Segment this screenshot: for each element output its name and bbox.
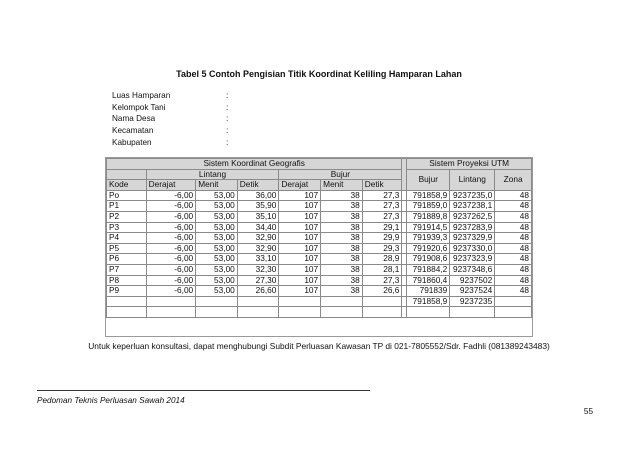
table-cell: 9237262,5 (450, 211, 495, 222)
table-cell: 791889,8 (407, 211, 450, 222)
table-row (107, 222, 532, 233)
table-cell: 48 (495, 201, 532, 212)
kode-cell: P3 (107, 222, 147, 233)
table-cell: 38 (321, 190, 363, 201)
header-utm: Sistem Proyeksi UTM (407, 159, 532, 170)
table-cell (495, 307, 532, 318)
col-bujur-utm: Bujur (407, 169, 450, 190)
table-cell: 32,90 (237, 243, 279, 254)
col-menit-bujur: Menit (321, 180, 363, 191)
table-row (107, 286, 532, 297)
kode-cell: Po (107, 190, 147, 201)
info-colon: : (226, 114, 229, 124)
table-row (107, 275, 532, 286)
table-row (107, 211, 532, 222)
table-cell (362, 307, 402, 318)
table-cell: 53,00 (196, 254, 238, 265)
table-cell: 32,30 (237, 264, 279, 275)
info-colon: : (226, 102, 229, 112)
header-bujur: Bujur (279, 169, 402, 180)
table-cell (450, 307, 495, 318)
kode-cell: P7 (107, 264, 147, 275)
table-cell: 38 (321, 275, 363, 286)
table-cell: 791939,3 (407, 233, 450, 244)
table-cell: 53,00 (196, 201, 238, 212)
table-cell: 38 (321, 233, 363, 244)
info-colon: : (226, 91, 229, 101)
info-row (112, 102, 236, 114)
table-cell: -6,00 (146, 222, 196, 233)
info-label: Kabupaten (112, 137, 152, 147)
table-cell: 27,3 (362, 211, 402, 222)
table-cell (362, 296, 402, 307)
table-cell: 107 (279, 201, 321, 212)
table-row (107, 296, 532, 307)
table-cell: 107 (279, 190, 321, 201)
table-cell: 53,00 (196, 222, 238, 233)
table-cell: 53,00 (196, 190, 238, 201)
table-row (107, 201, 532, 212)
table-cell: 48 (495, 275, 532, 286)
table-row (107, 264, 532, 275)
table-cell: -6,00 (146, 201, 196, 212)
col-lintang-utm: Lintang (450, 169, 495, 190)
info-row (112, 136, 236, 148)
table-cell: 9237238,1 (450, 201, 495, 212)
table-cell (321, 307, 363, 318)
table-cell: 48 (495, 222, 532, 233)
header-lintang: Lintang (146, 169, 279, 180)
header-empty (107, 169, 147, 180)
col-detik: Detik (237, 180, 279, 191)
table-cell: 48 (495, 211, 532, 222)
table-cell: 38 (321, 264, 363, 275)
table-cell: 107 (279, 211, 321, 222)
table-cell: 9237524 (450, 286, 495, 297)
table-cell (237, 296, 279, 307)
table-cell: 38 (321, 286, 363, 297)
table-cell (237, 307, 279, 318)
table-cell (407, 307, 450, 318)
table-cell: 107 (279, 243, 321, 254)
kode-cell: P9 (107, 286, 147, 297)
table-cell: 27,30 (237, 275, 279, 286)
info-label: Nama Desa (112, 114, 156, 124)
info-label: Kecamatan (112, 126, 154, 136)
table-cell: 48 (495, 254, 532, 265)
table-cell: 29,1 (362, 222, 402, 233)
kode-cell: P2 (107, 211, 147, 222)
kode-cell: P8 (107, 275, 147, 286)
table-cell: 28,9 (362, 254, 402, 265)
table-cell: 9237348,6 (450, 264, 495, 275)
kode-cell (107, 296, 147, 307)
info-colon: : (226, 137, 229, 147)
table-cell: 791858,9 (407, 190, 450, 201)
table-cell: 38 (321, 201, 363, 212)
table-cell: 38 (321, 243, 363, 254)
col-derajat-bujur: Derajat (279, 180, 321, 191)
info-row (112, 125, 236, 137)
table-title: Tabel 5 Contoh Pengisian Titik Koordinat Keliling Hamparan Lahan (176, 69, 462, 79)
table-cell: 27,3 (362, 275, 402, 286)
table-cell: 9237235,0 (450, 190, 495, 201)
table-cell (146, 307, 196, 318)
table-cell: 791914,5 (407, 222, 450, 233)
col-detik-bujur: Detik (362, 180, 402, 191)
table-cell: 36,00 (237, 190, 279, 201)
table-cell: 107 (279, 264, 321, 275)
table-cell: 27,3 (362, 190, 402, 201)
table-cell: 107 (279, 254, 321, 265)
table-cell (196, 296, 238, 307)
table-cell (279, 307, 321, 318)
table-cell (196, 307, 238, 318)
table-cell: 27,3 (362, 201, 402, 212)
footer-divider (37, 390, 370, 391)
kode-cell: P5 (107, 243, 147, 254)
table-cell: -6,00 (146, 211, 196, 222)
col-kode: Kode (107, 180, 147, 191)
table-cell: 53,00 (196, 286, 238, 297)
table-cell: 791860,4 (407, 275, 450, 286)
table-cell: 32,90 (237, 233, 279, 244)
table-cell: -6,00 (146, 233, 196, 244)
info-row (112, 90, 236, 102)
table-cell: 48 (495, 243, 532, 254)
info-colon: : (226, 126, 229, 136)
info-label: Kelompok Tani (112, 102, 166, 112)
table-cell: 38 (321, 254, 363, 265)
table-cell: 29,3 (362, 243, 402, 254)
table-row (107, 190, 532, 201)
table-cell: 38 (321, 222, 363, 233)
info-row (112, 113, 236, 125)
table-cell: -6,00 (146, 243, 196, 254)
table-cell: 107 (279, 233, 321, 244)
table-cell: 35,10 (237, 211, 279, 222)
table-cell: 26,60 (237, 286, 279, 297)
table-cell: 791908,6 (407, 254, 450, 265)
info-label: Luas Hamparan (112, 91, 171, 101)
table-cell: 107 (279, 286, 321, 297)
col-menit: Menit (196, 180, 238, 191)
table-cell: 34,40 (237, 222, 279, 233)
table-cell (279, 296, 321, 307)
header-geografis: Sistem Koordinat Geografis (107, 159, 402, 170)
table-cell: 48 (495, 264, 532, 275)
coordinate-table (106, 158, 532, 318)
table-cell: 33,10 (237, 254, 279, 265)
table-cell (321, 296, 363, 307)
table-cell: 53,00 (196, 233, 238, 244)
table-cell: 48 (495, 233, 532, 244)
table-cell: 9237502 (450, 275, 495, 286)
table-cell: 9237330,0 (450, 243, 495, 254)
table-row (107, 254, 532, 265)
table-row (107, 243, 532, 254)
kode-cell (107, 307, 147, 318)
table-cell: 38 (321, 211, 363, 222)
table-row (107, 307, 532, 318)
table-cell: 9237235 (450, 296, 495, 307)
table-cell: 791859,0 (407, 201, 450, 212)
contact-note: Untuk keperluan konsultasi, dapat menghubungi Subdit Perluasan Kawasan TP di 021-7805552/Sdr. Fadhli (081389243483) (88, 341, 550, 351)
footer-text: Pedoman Teknis Perluasan Sawah 2014 (37, 396, 185, 405)
col-zona: Zona (495, 169, 532, 190)
table-cell: -6,00 (146, 275, 196, 286)
info-block (112, 90, 236, 148)
table-cell: -6,00 (146, 190, 196, 201)
kode-cell: P6 (107, 254, 147, 265)
table-cell: 9237283,9 (450, 222, 495, 233)
table-row (107, 233, 532, 244)
table-cell: 29,9 (362, 233, 402, 244)
table-cell (146, 296, 196, 307)
table-cell: 53,00 (196, 264, 238, 275)
table-cell: 791884,2 (407, 264, 450, 275)
table-cell: 28,1 (362, 264, 402, 275)
table-cell: 53,00 (196, 211, 238, 222)
table-cell: 9237323,9 (450, 254, 495, 265)
table-cell: -6,00 (146, 286, 196, 297)
table-cell: 48 (495, 286, 532, 297)
kode-cell: P4 (107, 233, 147, 244)
table-cell: 107 (279, 275, 321, 286)
table-cell: 26,6 (362, 286, 402, 297)
table-cell (495, 296, 532, 307)
col-derajat: Derajat (146, 180, 196, 191)
coordinate-table-image (105, 157, 533, 337)
table-cell: 35,90 (237, 201, 279, 212)
table-cell: 48 (495, 190, 532, 201)
table-cell: -6,00 (146, 264, 196, 275)
table-cell: 53,00 (196, 275, 238, 286)
page-number: 55 (583, 407, 593, 416)
table-cell: 107 (279, 222, 321, 233)
table-cell: 9237329,9 (450, 233, 495, 244)
table-cell: 791858,9 (407, 296, 450, 307)
table-cell: 53,00 (196, 243, 238, 254)
kode-cell: P1 (107, 201, 147, 212)
table-cell: -6,00 (146, 254, 196, 265)
table-cell: 791920,6 (407, 243, 450, 254)
table-cell: 791839 (407, 286, 450, 297)
